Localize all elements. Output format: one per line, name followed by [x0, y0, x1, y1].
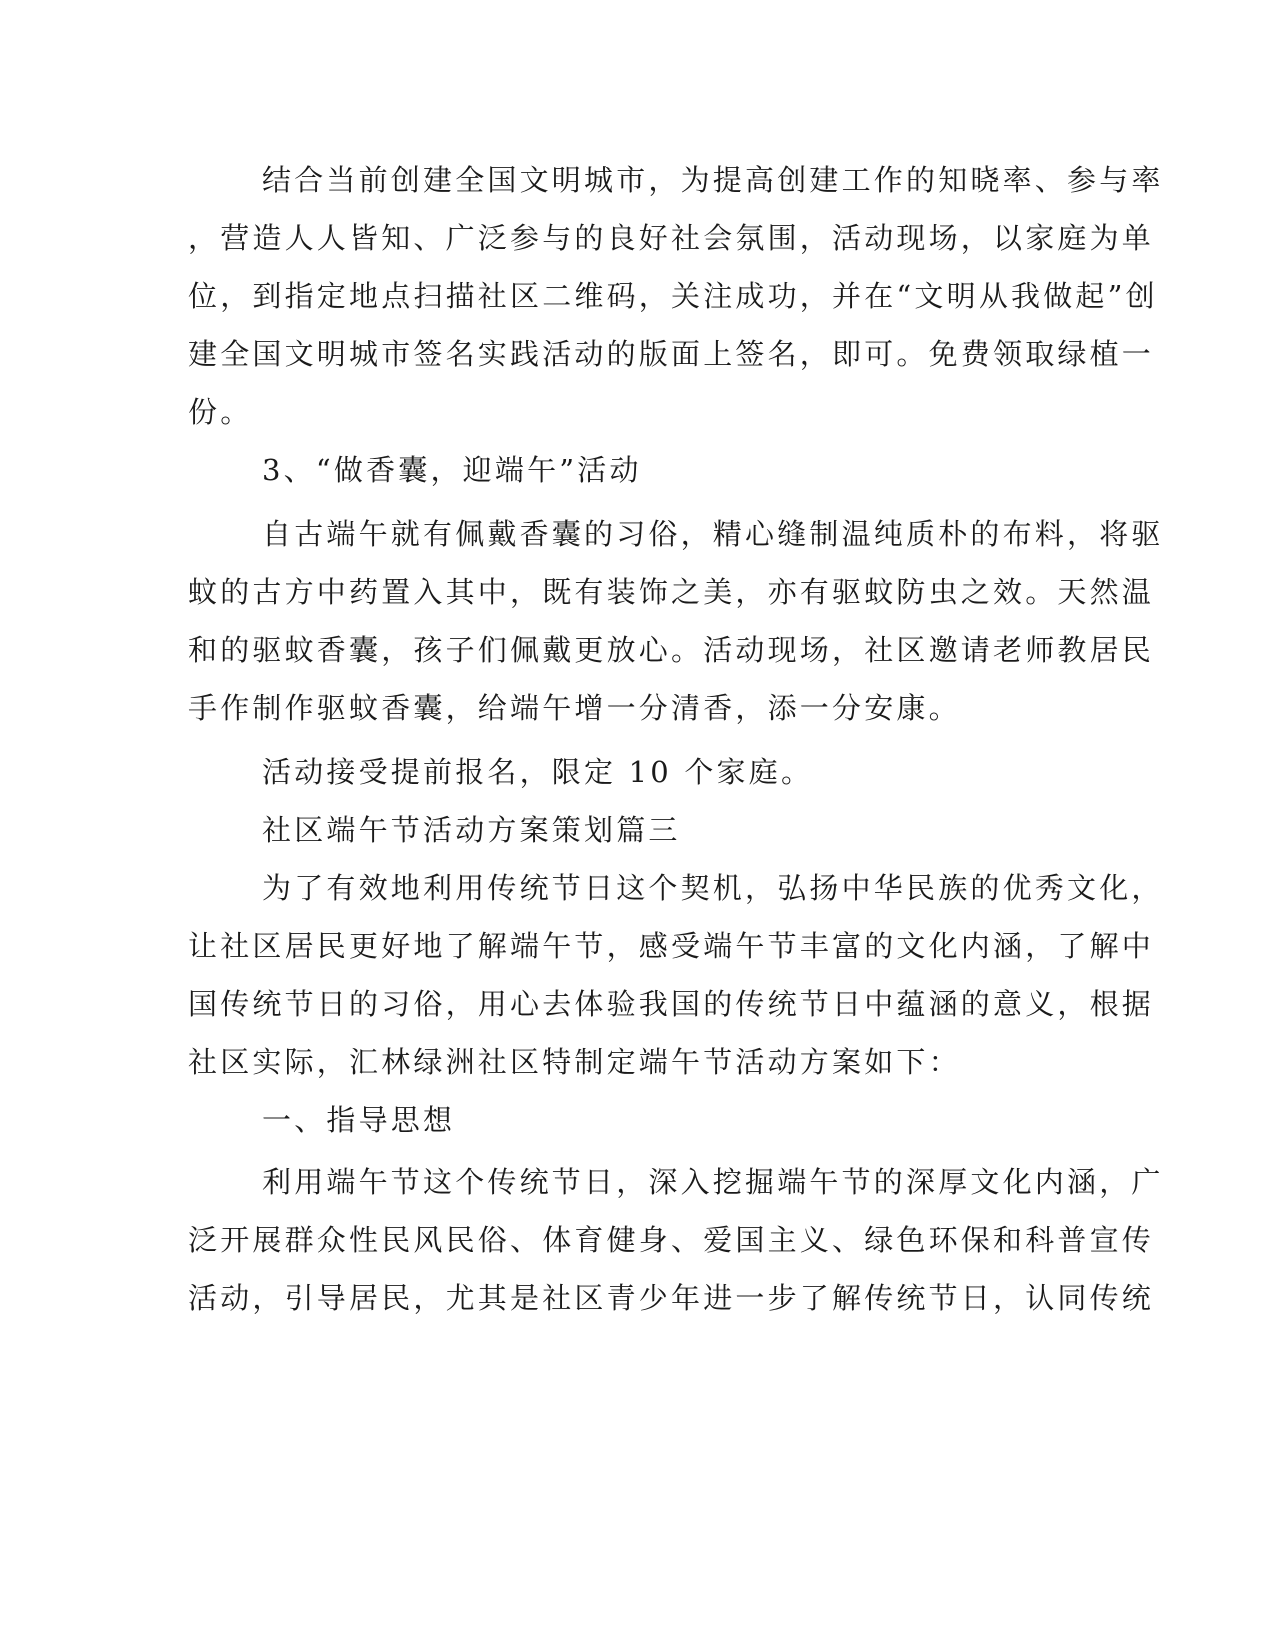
paragraph-line: 和的驱蚊香囊，孩子们佩戴更放心。活动现场，社区邀请老师教居民 — [188, 633, 1155, 667]
section-heading: 3、“做香囊，迎端午”活动 — [262, 453, 642, 487]
paragraph-line: 位，到指定地点扫描社区二维码，关注成功，并在“文明从我做起”创 — [188, 279, 1158, 313]
paragraph-line: 泛开展群众性民风民俗、体育健身、爱国主义、绿色环保和科普宣传 — [188, 1223, 1155, 1257]
section-heading: 一、指导思想 — [262, 1103, 456, 1137]
paragraph-line: 社区实际，汇林绿洲社区特制定端午节活动方案如下： — [188, 1045, 961, 1079]
section-title: 社区端午节活动方案策划篇三 — [262, 813, 681, 847]
paragraph-line: 为了有效地利用传统节日这个契机，弘扬中华民族的优秀文化， — [262, 871, 1164, 905]
paragraph-line: 活动接受提前报名，限定 10 个家庭。 — [262, 755, 814, 789]
paragraph-line: 活动，引导居民，尤其是社区青少年进一步了解传统节日，认同传统 — [188, 1281, 1155, 1315]
paragraph-line: 结合当前创建全国文明城市，为提高创建工作的知晓率、参与率 — [262, 163, 1164, 197]
paragraph-line: 利用端午节这个传统节日，深入挖掘端午节的深厚文化内涵，广 — [262, 1165, 1164, 1199]
paragraph-line: 国传统节日的习俗，用心去体验我国的传统节日中蕴涵的意义，根据 — [188, 987, 1155, 1021]
paragraph-line: 蚊的古方中药置入其中，既有装饰之美，亦有驱蚊防虫之效。天然温 — [188, 575, 1155, 609]
paragraph-line: 手作制作驱蚊香囊，给端午增一分清香，添一分安康。 — [188, 691, 961, 725]
paragraph-line: 自古端午就有佩戴香囊的习俗，精心缝制温纯质朴的布料，将驱 — [262, 517, 1164, 551]
paragraph-line: 建全国文明城市签名实践活动的版面上签名，即可。免费领取绿植一 — [188, 337, 1155, 371]
paragraph-line: 让社区居民更好地了解端午节，感受端午节丰富的文化内涵，了解中 — [188, 929, 1155, 963]
paragraph-line: 份。 — [188, 395, 253, 429]
paragraph-line: ，营造人人皆知、广泛参与的良好社会氛围，活动现场，以家庭为单 — [188, 221, 1155, 255]
